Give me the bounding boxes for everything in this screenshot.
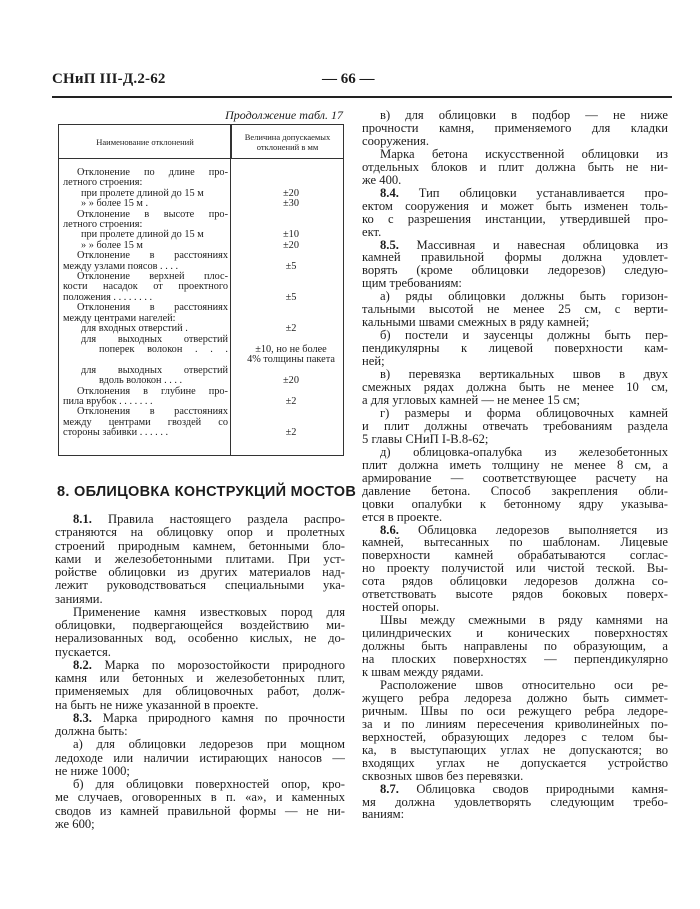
deviation-name-line: вдоль волокон . . . . xyxy=(99,375,183,387)
text-line-content: цовки опалубки к бетонному ядру указыва- xyxy=(362,497,668,511)
text-line-content: Применение камня известковых пород для xyxy=(73,605,345,619)
text-line xyxy=(362,239,668,252)
text-line xyxy=(55,632,345,645)
table-row xyxy=(63,168,340,189)
text-line-content: ко с разрешения инстанции, утвердившей про- xyxy=(362,212,668,226)
text-line xyxy=(55,752,345,765)
text-line-content: б) постели и заусенцы должны быть пер- xyxy=(380,329,668,343)
deviation-name-line: Отклонения в глубине про- xyxy=(77,385,228,397)
table-body xyxy=(59,159,343,456)
table-row xyxy=(63,407,340,438)
deviation-name-line: кости насадок от проектного xyxy=(63,281,228,293)
deviation-value-line: ±10 xyxy=(283,229,299,241)
deviation-value xyxy=(235,272,347,303)
text-line xyxy=(55,699,345,712)
right-text-column xyxy=(362,109,668,821)
deviation-name-line: положения . . . . . . . . xyxy=(63,291,153,303)
text-line-content: ект. xyxy=(362,225,382,239)
clause-paragraph xyxy=(362,239,668,291)
clause-paragraph xyxy=(55,712,345,739)
text-line xyxy=(55,685,345,698)
text-line-content: ворять (кроме облицовки ледорезов) следую- xyxy=(362,264,668,278)
text-line-content: облицовки, подвергающейся воздействию ми- xyxy=(55,619,345,632)
text-line-content: сквозных швов без перевязки. xyxy=(362,769,524,783)
deviation-value-line: ±30 xyxy=(283,198,299,210)
deviation-value xyxy=(235,324,347,334)
text-line xyxy=(362,472,668,485)
text-line-content: и плит должны отвечать требованиям раздела xyxy=(362,419,668,433)
text-line-content: страняются на облицовку опор и пролетных xyxy=(55,526,345,540)
deviation-value-line: ±2 xyxy=(285,323,297,335)
deviation-name xyxy=(63,324,228,334)
deviation-name-line: Отклонения в расстояниях xyxy=(77,302,228,314)
text-line xyxy=(362,420,668,433)
text-line xyxy=(55,738,345,751)
deviation-value xyxy=(235,366,347,387)
deviation-value xyxy=(235,251,347,272)
paragraph xyxy=(362,614,668,679)
text-line xyxy=(55,646,345,659)
text-line-content: камней правильной формы должна удовлет- xyxy=(362,251,668,265)
deviation-name-line: для входных отверстий . xyxy=(81,323,188,335)
text-line xyxy=(55,765,345,778)
deviation-name xyxy=(63,366,228,387)
deviation-value xyxy=(235,168,347,189)
text-line xyxy=(362,264,668,277)
deviation-value-line: ±10, но не более xyxy=(255,343,327,355)
text-line-content: в) перевязка вертикальных швов в двух xyxy=(380,368,668,382)
deviation-value-line: ±2 xyxy=(285,427,297,439)
text-line-content: жущего ребра ледореза должно быть симмет- xyxy=(362,691,668,705)
text-line-content: Тип облицовки устанавливается про- xyxy=(418,186,668,200)
text-line xyxy=(362,161,668,174)
text-line xyxy=(362,355,668,368)
document-code: СНиП III-Д.2-62 xyxy=(52,71,166,87)
text-line xyxy=(362,549,668,562)
deviation-name-line: пила врубок . . . . . . . xyxy=(63,395,153,407)
deviation-value xyxy=(235,303,347,324)
text-line xyxy=(362,511,668,524)
text-line-content: применяемых для облицовочных работ, долж- xyxy=(55,685,345,699)
deviation-value xyxy=(235,407,347,438)
text-line-content: лежит руководствоваться специальными ука- xyxy=(55,579,345,593)
text-line-content: мя должна удовлетворять следующим требо- xyxy=(362,795,668,809)
text-line xyxy=(55,818,345,831)
deviation-name-line: между центрами гвоздей со xyxy=(63,416,228,428)
paragraph xyxy=(55,606,345,659)
table-header-value xyxy=(232,125,343,158)
text-line-content: Марка по морозостойкости природного xyxy=(104,658,345,672)
table-header xyxy=(59,125,343,159)
text-line-content: пускается. xyxy=(55,645,111,659)
deviation-name-line: для выходных отверстий xyxy=(81,364,228,376)
table-header-value-line: отклонений в мм xyxy=(256,141,319,152)
text-line xyxy=(55,540,345,553)
clause-number: 8.1. xyxy=(73,513,92,526)
text-line-content: ней; xyxy=(362,355,385,369)
text-line-content: ме случаев, оговоренных в п. «а», и каменных xyxy=(55,791,345,805)
paragraph xyxy=(55,738,345,778)
text-line xyxy=(362,174,668,187)
deviation-name-line: поперек волокон . . . xyxy=(99,343,228,355)
text-line xyxy=(362,226,668,239)
text-line-content: ется в проекте. xyxy=(362,510,443,524)
paragraph xyxy=(362,407,668,446)
deviation-table xyxy=(58,124,344,456)
text-line xyxy=(362,213,668,226)
text-line xyxy=(362,135,668,148)
clause-paragraph xyxy=(362,524,668,615)
text-line xyxy=(362,614,668,627)
text-line xyxy=(362,498,668,511)
deviation-name xyxy=(63,210,228,231)
paragraph xyxy=(362,679,668,783)
text-line xyxy=(362,536,668,549)
text-line xyxy=(362,653,668,666)
deviation-name-line: при пролете длиной до 15 м xyxy=(81,229,204,241)
text-line-content: ектом сооружения и может быть изменен толь- xyxy=(362,199,668,213)
section-title: 8. ОБЛИЦОВКА КОНСТРУКЦИЙ МОСТОВ xyxy=(57,484,357,500)
clause-number: 8.5. xyxy=(380,238,399,252)
text-line-content: сота рядов облицовки ледорезов должна со- xyxy=(362,575,668,589)
text-line xyxy=(55,513,345,526)
deviation-name-line: летного строения: xyxy=(63,219,143,231)
deviation-value xyxy=(235,387,347,408)
deviation-name-line: » » более 15 м xyxy=(81,239,143,251)
clause-number: 8.6. xyxy=(380,523,399,537)
table-row xyxy=(63,324,340,334)
deviation-name-line: Отклонения в расстояниях xyxy=(77,406,228,418)
text-line xyxy=(55,672,345,685)
text-line xyxy=(362,407,668,420)
text-line-content: а) для облицовки ледорезов при мощном xyxy=(73,738,345,752)
text-line-content: отдельных блоков и плит должна быть не ни- xyxy=(362,160,668,174)
text-line xyxy=(362,808,668,821)
text-line xyxy=(362,679,668,692)
paragraph xyxy=(362,290,668,329)
text-line-content: входящих углах не допускается устройство xyxy=(362,756,668,770)
text-line xyxy=(55,579,345,592)
text-line xyxy=(362,705,668,718)
text-line-content: за и по линиям пересечения криволинейных по- xyxy=(362,717,668,731)
text-line xyxy=(55,791,345,804)
text-line-content: сооружения. xyxy=(362,134,429,148)
deviation-value-line: ±5 xyxy=(285,291,297,303)
text-line xyxy=(362,601,668,614)
text-line-content: ройстве облицовки из других материалов над- xyxy=(55,566,345,579)
clause-number: 8.4. xyxy=(380,186,399,200)
text-line-content: поверхности камней обрабатываются соглас- xyxy=(362,549,668,563)
text-line-content: камня или бетонных и железобетонных плит, xyxy=(55,672,345,685)
text-line-content: камней, вытесанных по шаблонам. Лицевые xyxy=(362,536,668,550)
text-line-content: верхностей, образующих ледорез с телом бы- xyxy=(362,730,668,744)
text-line xyxy=(362,277,668,290)
deviation-value-line: ±20 xyxy=(283,187,299,199)
text-line-content: нерализованных вод, особенно кислых, не до- xyxy=(55,632,345,646)
text-line xyxy=(362,692,668,705)
text-line xyxy=(362,731,668,744)
text-line xyxy=(362,524,668,537)
table-row xyxy=(63,272,340,303)
text-line xyxy=(362,588,668,601)
text-line-content: ка, в выступающих углах не допускаются; во xyxy=(362,743,668,757)
text-line-content: Облицовка ледорезов выполняется из xyxy=(417,523,668,537)
text-line xyxy=(362,459,668,472)
text-line-content: тальными высотой не менее 25 см, с верти- xyxy=(362,303,668,317)
paragraph xyxy=(362,446,668,524)
text-line-content: пендикулярны к лицевой поверхности кам- xyxy=(362,342,668,356)
text-line xyxy=(362,562,668,575)
text-line-content: же 400. xyxy=(362,173,402,187)
text-line xyxy=(55,606,345,619)
table-row xyxy=(63,251,340,272)
clause-paragraph xyxy=(55,513,345,606)
text-line-content: Массивная и навесная облицовка из xyxy=(416,238,668,252)
text-line-content: строений природным камнем, бетонными бло- xyxy=(55,539,345,553)
paragraph xyxy=(362,109,668,148)
text-line-content: а для угловых камней — не менее 15 см; xyxy=(362,393,580,407)
deviation-name-line: стороны забивки . . . . . . xyxy=(63,427,169,439)
text-line xyxy=(55,712,345,725)
deviation-name-line: летного строения: xyxy=(63,177,143,189)
header-rule xyxy=(52,96,672,98)
text-line-content: ответствовать высоте рядов боковых поверх- xyxy=(362,588,668,602)
deviation-name xyxy=(63,335,228,366)
table-row xyxy=(63,210,340,231)
deviation-name-line: между центрами нагелей: xyxy=(63,312,176,324)
text-line-content: ностей опоры. xyxy=(362,601,440,615)
deviation-name xyxy=(63,272,228,303)
deviation-value-line: ±2 xyxy=(285,395,297,407)
text-line xyxy=(362,200,668,213)
text-line xyxy=(362,433,668,446)
text-line-content: на плоских поверхностях — перпендикулярно xyxy=(362,653,668,666)
text-line xyxy=(362,744,668,757)
text-line-content: ричным. Швы по оси режущего ребра ледоре- xyxy=(362,704,668,718)
text-line-content: щим требованиям: xyxy=(362,277,462,291)
text-line-content: к швам между рядами. xyxy=(362,665,484,679)
left-text-column xyxy=(55,513,345,831)
deviation-name xyxy=(63,251,228,272)
paragraph xyxy=(55,778,345,831)
text-line xyxy=(362,381,668,394)
text-line xyxy=(362,627,668,640)
text-line-content: заниями. xyxy=(55,592,103,606)
text-line-content: а) ряды облицовки должны быть горизон- xyxy=(380,290,668,304)
text-line-content: Облицовка сводов природными камня- xyxy=(416,782,668,796)
text-line xyxy=(55,619,345,632)
table-row xyxy=(63,366,340,387)
clause-paragraph xyxy=(362,187,668,239)
text-line xyxy=(362,640,668,653)
paragraph xyxy=(362,148,668,187)
table-row xyxy=(63,303,340,324)
deviation-value xyxy=(235,241,347,251)
deviation-value-line: ±20 xyxy=(283,375,299,387)
deviation-name-line: Отклонение в расстояниях xyxy=(77,250,228,262)
text-line xyxy=(55,526,345,539)
text-line-content: 5 главы СНиП I-В.8-62; xyxy=(362,432,489,446)
deviation-name-line: для выходных отверстий xyxy=(81,333,228,345)
text-line xyxy=(362,122,668,135)
text-line-content: же 600; xyxy=(55,817,95,831)
text-line xyxy=(362,342,668,355)
text-line xyxy=(362,666,668,679)
text-line-content: на быть не ниже указанной в проекте. xyxy=(55,698,259,712)
text-line-content: Правила настоящего раздела распро- xyxy=(108,513,345,526)
deviation-name xyxy=(63,387,228,408)
text-line xyxy=(362,109,668,122)
text-line-content: ками и железобетонными плитами. При уст- xyxy=(55,552,345,566)
deviation-value xyxy=(235,210,347,231)
text-line xyxy=(55,566,345,579)
table-header-value-line: Величина допускаемых xyxy=(244,131,331,142)
clause-paragraph xyxy=(55,659,345,712)
text-line-content: плит должна иметь толщину не менее 8 см, а xyxy=(362,458,668,472)
table-row xyxy=(63,387,340,408)
table-caption: Продолжение табл. 17 xyxy=(225,108,343,122)
text-line xyxy=(362,316,668,329)
deviation-name-line: при пролете длиной до 15 м xyxy=(81,187,204,199)
text-line xyxy=(362,303,668,316)
text-line xyxy=(362,394,668,407)
deviation-name xyxy=(63,168,228,189)
text-line xyxy=(362,148,668,161)
paragraph xyxy=(362,329,668,368)
text-line xyxy=(55,553,345,566)
page-number: — 66 — xyxy=(322,71,375,87)
text-line-content: Швы между смежными в ряду камнями на xyxy=(380,614,668,628)
text-line xyxy=(362,770,668,783)
table-header-name: Наименование отклонений xyxy=(59,125,232,158)
clause-number: 8.3. xyxy=(73,711,92,725)
clause-number: 8.7. xyxy=(380,782,399,796)
text-line-content: Расположение швов относительно оси ре- xyxy=(380,678,668,692)
text-line-content: Марка бетона искусственной облицовки из xyxy=(380,147,668,161)
text-line xyxy=(362,446,668,459)
text-line-content: не ниже 1000; xyxy=(55,764,130,778)
deviation-value-line: ±5 xyxy=(285,260,297,272)
text-line-content: д) облицовка-опалубка из железобетонных xyxy=(380,445,668,459)
text-line xyxy=(55,725,345,738)
deviation-name-line: Отклонение в высоте про- xyxy=(77,208,228,220)
clause-number: 8.2. xyxy=(73,658,92,672)
clause-paragraph xyxy=(362,783,668,822)
deviation-name-line: Отклонение по длине про- xyxy=(77,167,228,178)
text-line-content: цилиндрических и конических поверхностях xyxy=(362,627,668,641)
text-line xyxy=(362,251,668,264)
text-line-content: ледоходе или наличии истирающих наносов — xyxy=(55,751,345,765)
text-line-content: в) для облицовки в подбор — не ниже xyxy=(380,109,668,122)
deviation-name xyxy=(63,303,228,324)
text-line xyxy=(362,290,668,303)
text-line-content: г) размеры и форма облицовочных камней xyxy=(380,406,668,420)
text-line-content: б) для облицовки поверхностей опор, кро- xyxy=(73,778,345,791)
deviation-name-line: между узлами поясов . . . . xyxy=(63,260,179,272)
text-line xyxy=(55,659,345,672)
table-column-divider xyxy=(230,124,231,455)
deviation-value-line: 4% толщины пакета xyxy=(247,354,335,366)
text-line xyxy=(362,329,668,342)
text-line xyxy=(362,575,668,588)
text-line xyxy=(55,805,345,818)
paragraph xyxy=(362,368,668,407)
text-line-content: давление бетона. Способ закрепления обли- xyxy=(362,484,668,498)
deviation-name-line: » » более 15 м . xyxy=(81,198,149,210)
deviation-value-line: ±20 xyxy=(283,239,299,251)
text-line-content: смежных рядах должна быть не менее 10 см, xyxy=(362,381,668,394)
text-line-content: Марка природного камня по прочности xyxy=(102,711,345,725)
text-line xyxy=(362,718,668,731)
text-line-content: но проекту получистой или чистой теской. Вы- xyxy=(362,562,668,576)
text-line xyxy=(362,783,668,796)
text-line xyxy=(362,757,668,770)
text-line-content: армирование — соответствующее расчету на xyxy=(362,471,668,485)
text-line-content: должны быть направлены по образующим, а xyxy=(362,640,668,654)
text-line-content: ваниям: xyxy=(362,808,405,822)
deviation-value xyxy=(235,335,347,366)
text-line-content: прочности камня, применяемого для кладки xyxy=(362,121,668,135)
table-row xyxy=(63,335,340,366)
text-line xyxy=(362,187,668,200)
deviation-name-line: Отклонение верхней плос- xyxy=(77,271,228,283)
text-line xyxy=(55,593,345,606)
text-line xyxy=(362,485,668,498)
deviation-name xyxy=(63,407,228,438)
deviation-value xyxy=(235,199,347,209)
text-line-content: должна быть: xyxy=(55,725,128,738)
table-rows xyxy=(59,159,343,456)
text-line-content: сводов из камней правильной формы — не ни- xyxy=(55,804,345,818)
text-line xyxy=(362,796,668,809)
text-line-content: кальными швами смежных в ряду камней; xyxy=(362,316,590,330)
text-line xyxy=(55,778,345,791)
text-line xyxy=(362,368,668,381)
